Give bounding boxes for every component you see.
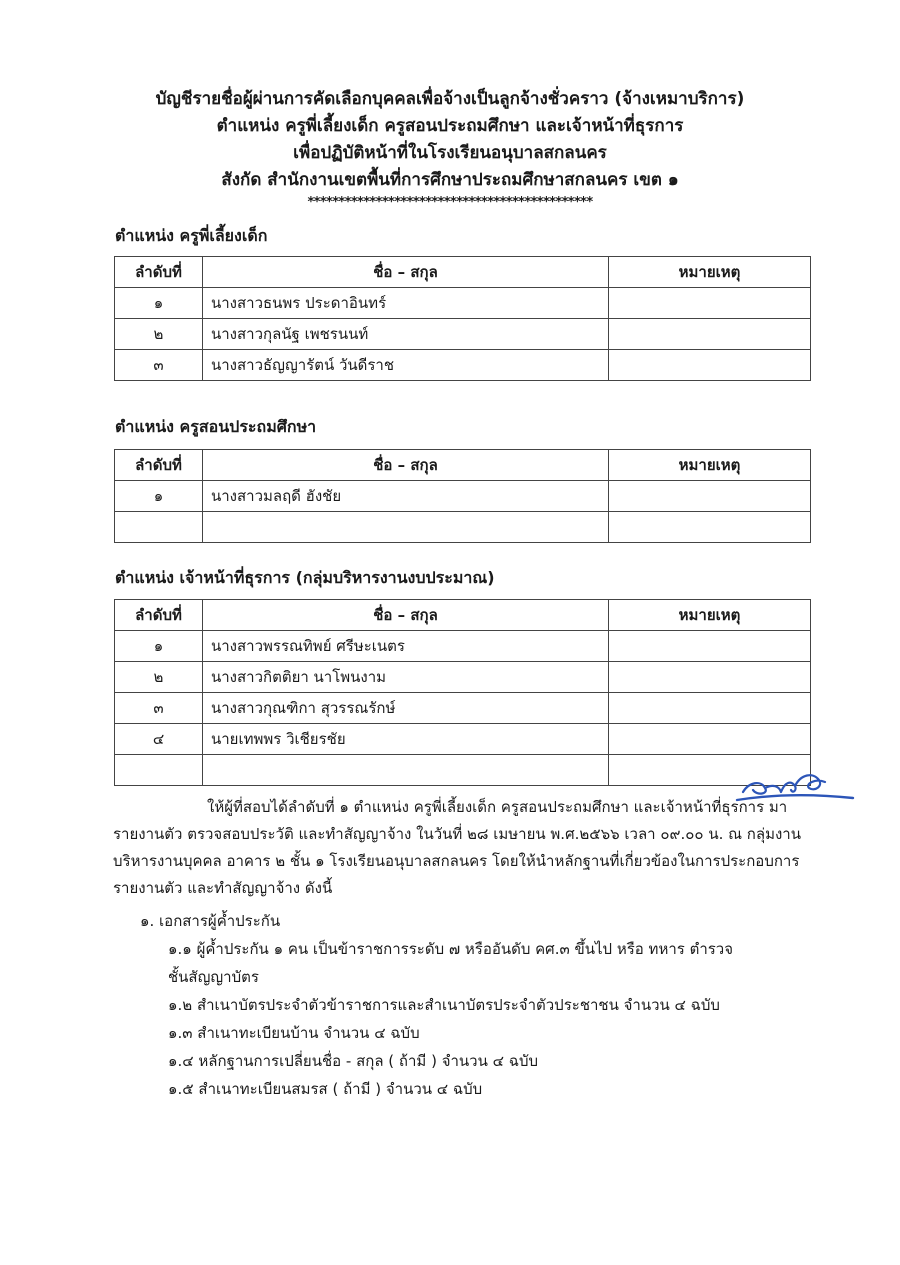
document-item: ๑.๕ สำเนาทะเบียนสมรส ( ถ้ามี ) จำนวน ๔ ฉบับ (168, 1080, 483, 1098)
document-header (0, 86, 900, 212)
document-item: ๑.๑ ผู้ค้ำประกัน ๑ คน เป็นข้าราชการระดับ ๗ หรืออันดับ คศ.๓ ขึ้นไป หรือ ทหาร ตำรวจ (168, 940, 734, 958)
cell-note (609, 319, 811, 350)
table-row (115, 288, 811, 319)
document-item-continued: ชั้นสัญญาบัตร (168, 968, 259, 986)
cell-no: ๒ (115, 319, 203, 350)
cell-no: ๑ (115, 288, 203, 319)
cell-name: นายเทพพร วิเชียรชัย (203, 724, 609, 755)
announcement-paragraph (113, 794, 825, 902)
cell-name: นางสาวมลฤดี ฮังชัย (203, 481, 609, 512)
document-item: ๑.๒ สำเนาบัตรประจำตัวข้าราชการและสำเนาบัตรประจำตัวประชาชน จำนวน ๔ ฉบับ (168, 996, 720, 1014)
header-note: หมายเหตุ (609, 600, 811, 631)
header-title-line-3: เพื่อปฏิบัติหน้าที่ในโรงเรียนอนุบาลสกลนคร (293, 143, 607, 163)
document-item: ๑.๓ สำเนาทะเบียนบ้าน จำนวน ๔ ฉบับ (168, 1024, 420, 1042)
header-name: ชื่อ – สกุล (203, 600, 609, 631)
cell-note (609, 481, 811, 512)
table-header-row (115, 257, 811, 288)
cell-note (609, 350, 811, 381)
cell-no: ๑ (115, 481, 203, 512)
cell-no: ๓ (115, 693, 203, 724)
cell-no: ๑ (115, 631, 203, 662)
cell-note (609, 724, 811, 755)
cell-name (203, 512, 609, 543)
cell-note (609, 662, 811, 693)
table-clerk (114, 599, 811, 786)
table-header-row (115, 450, 811, 481)
section-title-primary-teacher: ตำแหน่ง ครูสอนประถมศึกษา (115, 417, 317, 436)
header-no: ลำดับที่ (115, 600, 203, 631)
cell-note (609, 693, 811, 724)
document-item: ๑.๔ หลักฐานการเปลี่ยนชื่อ - สกุล ( ถ้ามี ) จำนวน ๔ ฉบับ (168, 1052, 538, 1070)
cell-no (115, 512, 203, 543)
documents-heading: ๑. เอกสารผู้ค้ำประกัน (140, 912, 281, 930)
cell-name: นางสาวธนพร ประดาอินทร์ (203, 288, 609, 319)
header-no: ลำดับที่ (115, 450, 203, 481)
table-nanny (114, 256, 811, 381)
table-row (115, 481, 811, 512)
cell-name (203, 755, 609, 786)
table-row (115, 724, 811, 755)
cell-note (609, 631, 811, 662)
table-row (115, 319, 811, 350)
table-header-row (115, 600, 811, 631)
header-note: หมายเหตุ (609, 257, 811, 288)
cell-note (609, 288, 811, 319)
header-name: ชื่อ – สกุล (203, 450, 609, 481)
header-name: ชื่อ – สกุล (203, 257, 609, 288)
cell-name: นางสาวพรรณทิพย์ ศรีษะเนตร (203, 631, 609, 662)
header-title-line-1: บัญชีรายชื่อผู้ผ่านการคัดเลือกบุคคลเพื่อจ้างเป็นลูกจ้างชั่วคราว (จ้างเหมาบริการ) (155, 89, 745, 109)
cell-name: นางสาวธัญญารัตน์ วันดีราช (203, 350, 609, 381)
required-documents (140, 907, 733, 1103)
cell-no: ๓ (115, 350, 203, 381)
cell-no: ๒ (115, 662, 203, 693)
cell-name: นางสาวกุณฑิกา สุวรรณรักษ์ (203, 693, 609, 724)
header-no: ลำดับที่ (115, 257, 203, 288)
table-row (115, 755, 811, 786)
cell-no: ๔ (115, 724, 203, 755)
table-row (115, 631, 811, 662)
table-row (115, 350, 811, 381)
section-title-clerk: ตำแหน่ง เจ้าหน้าที่ธุรการ (กลุ่มบริหารงานงบประมาณ) (115, 568, 495, 587)
cell-name: นางสาวกุลนัฐ เพชรนนท์ (203, 319, 609, 350)
header-divider-stars: ********************************************** (307, 195, 593, 210)
cell-name: นางสาวกิตติยา นาโพนงาม (203, 662, 609, 693)
table-row (115, 693, 811, 724)
table-primary-teacher (114, 449, 811, 543)
header-note: หมายเหตุ (609, 450, 811, 481)
table-row (115, 512, 811, 543)
cell-no (115, 755, 203, 786)
cell-note (609, 512, 811, 543)
header-title-line-4: สังกัด สำนักงานเขตพื้นที่การศึกษาประถมศึกษาสกลนคร เขต ๑ (221, 170, 679, 190)
section-title-nanny: ตำแหน่ง ครูพี่เลี้ยงเด็ก (115, 226, 268, 245)
table-row (115, 662, 811, 693)
header-title-line-2: ตำแหน่ง ครูพี่เลี้ยงเด็ก ครูสอนประถมศึกษา และเจ้าหน้าที่ธุรการ (216, 116, 684, 136)
announcement-text: ให้ผู้ที่สอบได้ลำดับที่ ๑ ตำแหน่ง ครูพี่เลี้ยงเด็ก ครูสอนประถมศึกษา และเจ้าหน้าที่ธุรการ มารายงานตัว ตรวจสอบประวัติ และทำสัญญาจ้าง ในวันที่ ๒๘ เมษายน พ.ศ.๒๕๖๖ เวลา ๐๙.๐๐ น. ณ กลุ่มงานบริหารงานบุคคล อาคาร ๒ ชั้น ๑ โรงเรียนอนุบาลสกลนคร โดยให้นำหลักฐานที่เกี่ยวข้องในการประกอบการรายงานตัว และทำสัญญาจ้าง ดังนี้ (113, 798, 801, 897)
